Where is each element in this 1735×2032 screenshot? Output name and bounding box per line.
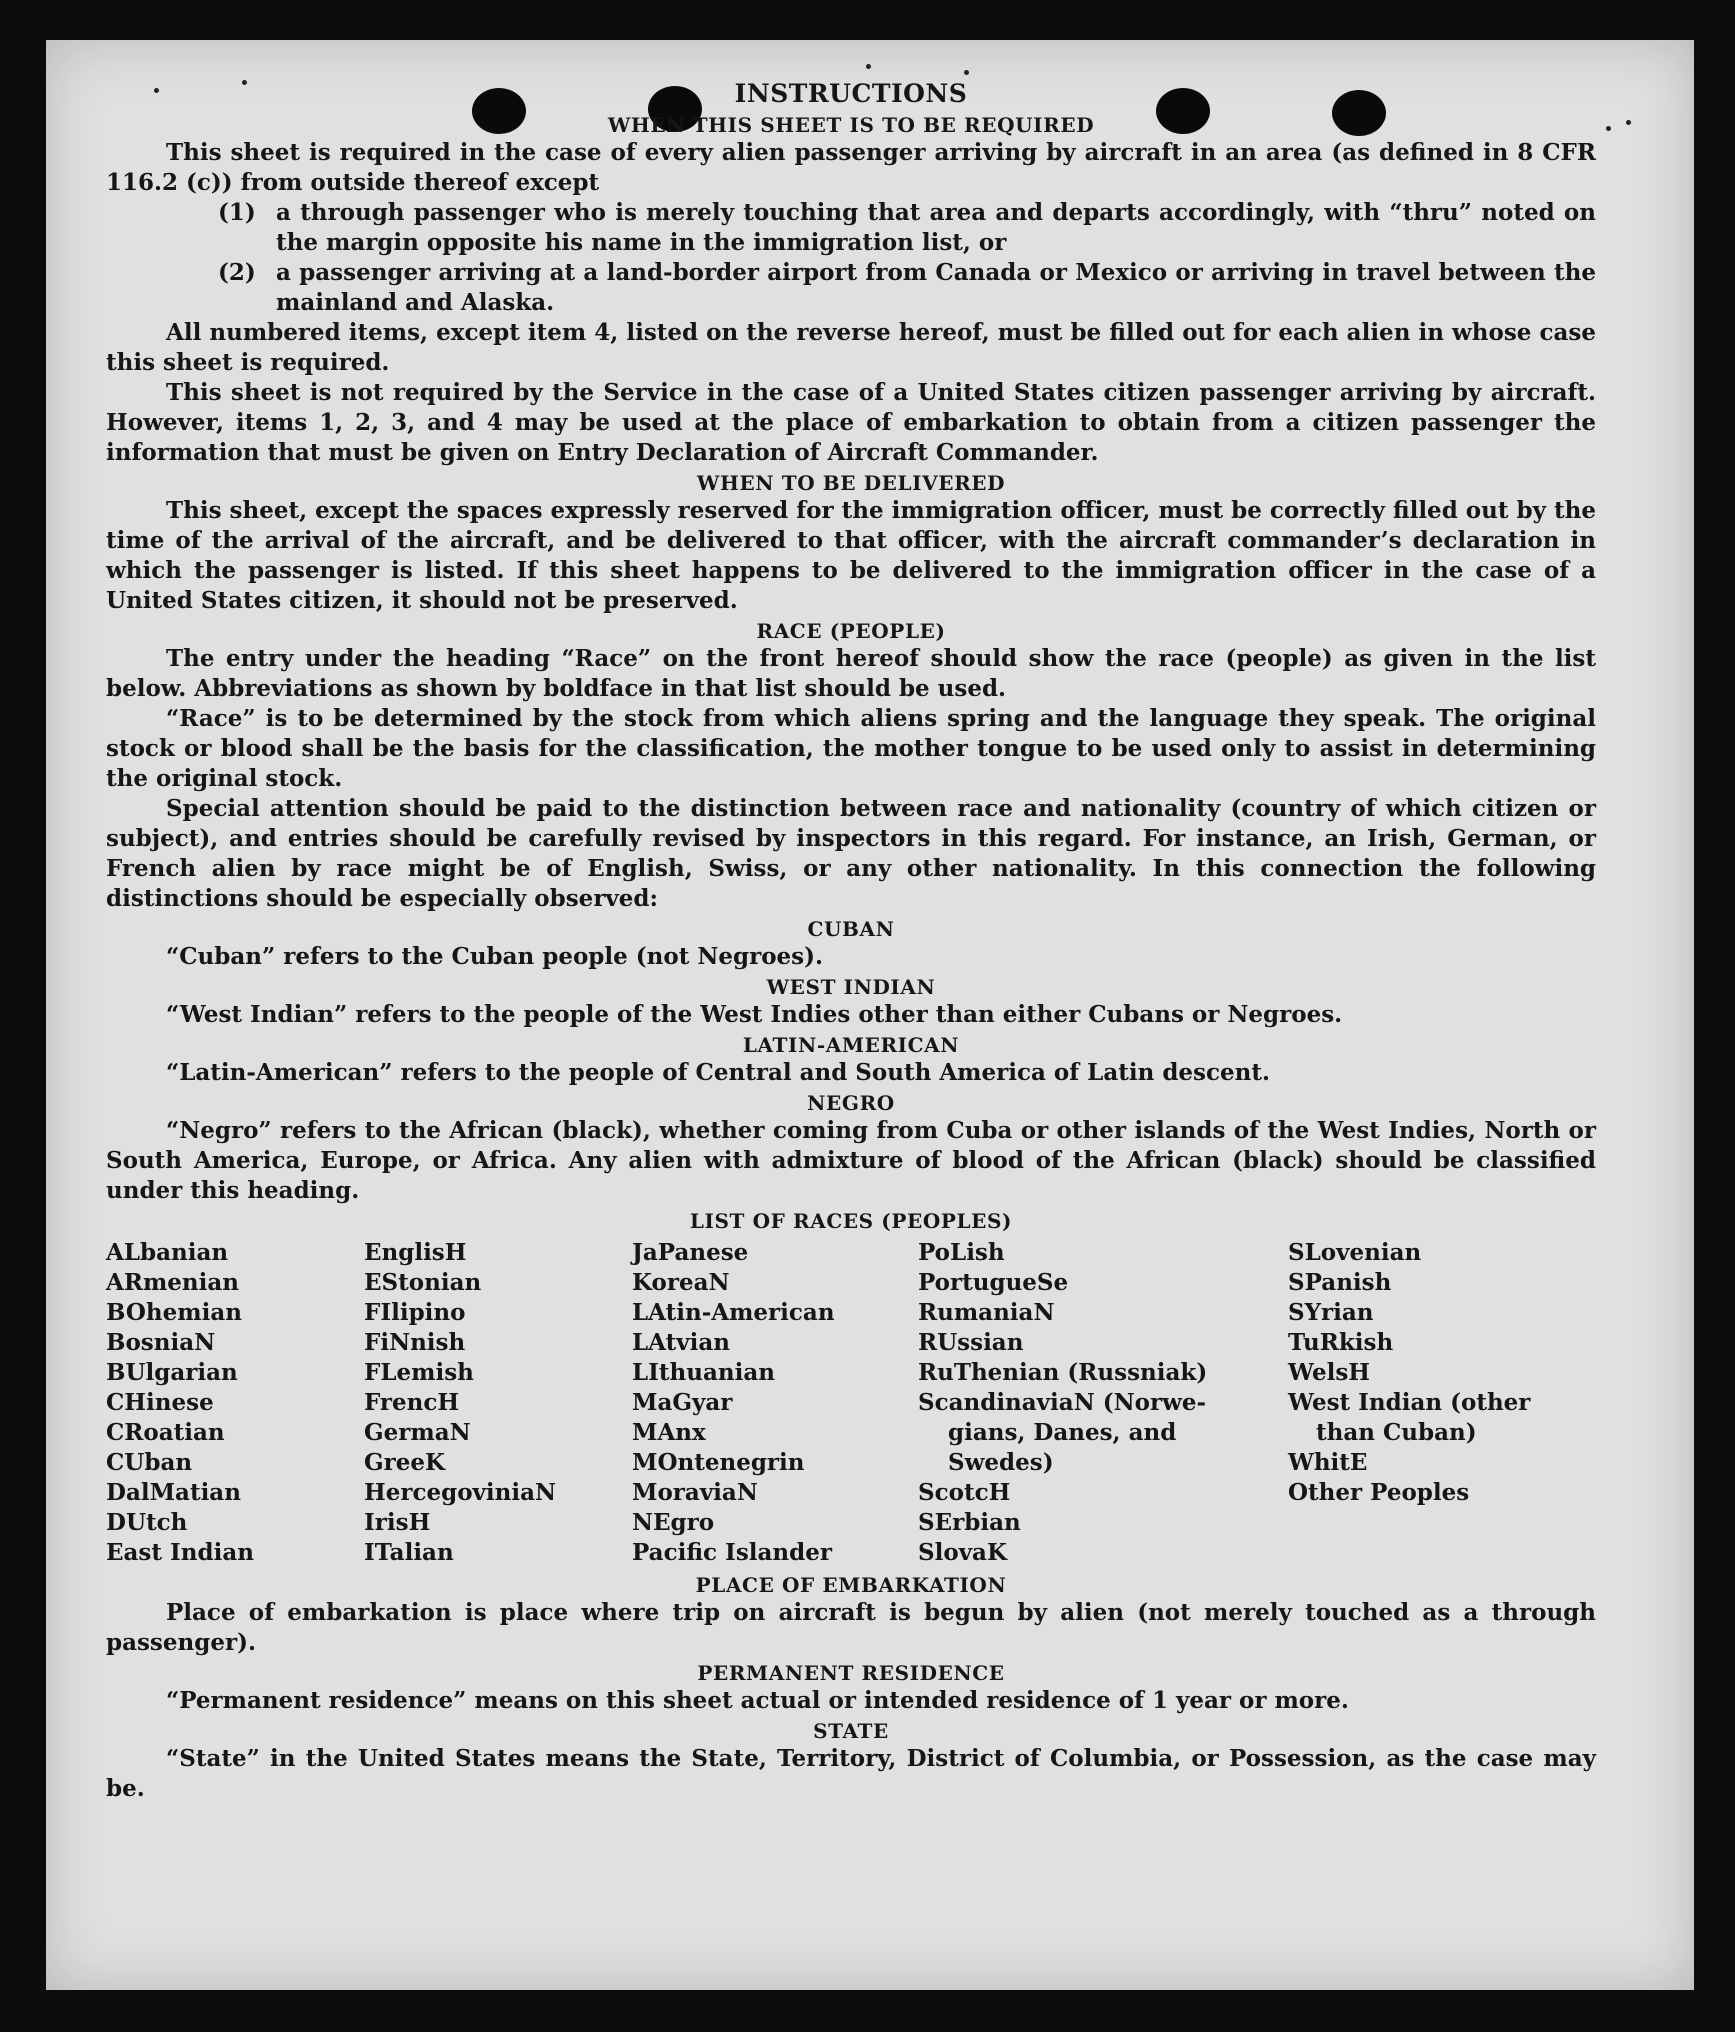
race-item: BUlgarian <box>106 1359 238 1386</box>
race-item: IrisH <box>364 1509 431 1536</box>
section-heading: WHEN THIS SHEET IS TO BE REQUIRED <box>607 113 1095 137</box>
race-column <box>364 1238 632 1568</box>
race-item: HercegoviniaN <box>364 1479 557 1506</box>
race-item: Swedes) <box>948 1449 1054 1476</box>
race-item: Pacific Islander <box>632 1539 832 1566</box>
section-heading: STATE <box>813 1719 889 1743</box>
race-item: FIlipino <box>364 1299 466 1326</box>
page-title: INSTRUCTIONS <box>734 79 968 108</box>
race-item: gians, Danes, and <box>948 1419 1177 1446</box>
paragraph: “State” in the United States means the State, Territory, District of Columbia, or Possession, as the case may be. <box>106 1745 1596 1802</box>
paragraph: “Cuban” refers to the Cuban people (not Negroes). <box>166 943 824 970</box>
race-item: East Indian <box>106 1539 254 1566</box>
race-item: LIthuanian <box>632 1359 775 1386</box>
paragraph: “Negro” refers to the African (black), whether coming from Cuba or other islands of the West Indies, North or South America, Europe, or Africa. Any alien with admixture of blood of the African (black) should be classified under this heading. <box>106 1117 1596 1204</box>
section-heading: LIST OF RACES (PEOPLES) <box>689 1209 1013 1233</box>
race-item: EnglisH <box>364 1239 467 1266</box>
race-item: SYrian <box>1288 1299 1374 1326</box>
item-number: (2) <box>218 259 256 286</box>
numbered-item <box>106 198 1596 258</box>
race-item: WhitE <box>1288 1449 1368 1476</box>
race-item: JaPanese <box>632 1239 749 1266</box>
speck <box>964 70 969 75</box>
race-item: NEgro <box>632 1509 715 1536</box>
item-number: (1) <box>218 199 256 226</box>
race-item: EStonian <box>364 1269 482 1296</box>
paragraph: This sheet, except the spaces expressly reserved for the immigration officer, must be correctly filled out by the time of the arrival of the aircraft, and be delivered to that officer, with the aircraft commander’s declaration in which the passenger is listed. If this sheet happens to be delivered to the immigration officer in the case of a United States citizen, it should not be preserved. <box>106 497 1596 614</box>
race-item: PoLish <box>918 1239 1005 1266</box>
race-item: SLovenian <box>1288 1239 1422 1266</box>
race-item: CUban <box>106 1449 193 1476</box>
race-item: ScotcH <box>918 1479 1011 1506</box>
race-item: RuThenian (Russniak) <box>918 1359 1208 1386</box>
race-item: DalMatian <box>106 1479 241 1506</box>
race-item: TuRkish <box>1288 1329 1394 1356</box>
section-heading: LATIN-AMERICAN <box>742 1033 960 1057</box>
race-item: CHinese <box>106 1389 214 1416</box>
race-item: RUssian <box>918 1329 1024 1356</box>
race-item: FiNnish <box>364 1329 466 1356</box>
item-text: a through passenger who is merely touching that area and departs accordingly, with “thru” noted on the margin opposite his name in the immigration list, or <box>276 199 1596 256</box>
section-heading: PLACE OF EMBARKATION <box>695 1573 1007 1597</box>
section-heading: NEGRO <box>807 1091 895 1115</box>
race-item: SPanish <box>1288 1269 1392 1296</box>
race-item: PortugueSe <box>918 1269 1069 1296</box>
paragraph: “Permanent residence” means on this sheet actual or intended residence of 1 year or more. <box>166 1687 1349 1714</box>
paragraph: All numbered items, except item 4, listed on the reverse hereof, must be filled out for each alien in whose case this sheet is required. <box>106 319 1596 376</box>
race-item: MOntenegrin <box>632 1449 805 1476</box>
race-item: ARmenian <box>106 1269 240 1296</box>
race-item: West Indian (other <box>1288 1389 1531 1416</box>
paragraph: “Race” is to be determined by the stock from which aliens spring and the language they speak. The original stock or blood shall be the basis for the classification, the mother tongue to be used only to assist in determining the original stock. <box>106 705 1596 792</box>
race-column <box>918 1238 1288 1568</box>
race-item: DUtch <box>106 1509 188 1536</box>
race-item: KoreaN <box>632 1269 730 1296</box>
section-heading: WEST INDIAN <box>766 975 936 999</box>
race-item: ITalian <box>364 1539 454 1566</box>
paragraph: Special attention should be paid to the distinction between race and nationality (country of which citizen or subject), and entries should be carefully revised by inspectors in this regard. For instance, an Irish, German, or French alien by race might be of English, Swiss, or any other nationality. In this connection the following distinctions should be especially observed: <box>106 795 1596 912</box>
paragraph: “West Indian” refers to the people of the West Indies other than either Cubans or Negroes. <box>166 1001 1343 1028</box>
item-text: a passenger arriving at a land-border airport from Canada or Mexico or arriving in travel between the mainland and Alaska. <box>276 259 1596 316</box>
race-item: than Cuban) <box>1316 1419 1477 1446</box>
race-item: RumaniaN <box>918 1299 1055 1326</box>
paragraph: This sheet is not required by the Service in the case of a United States citizen passenger arriving by aircraft. However, items 1, 2, 3, and 4 may be used at the place of embarkation to obtain from a citizen passenger the information that must be given on Entry Declaration of Aircraft Commander. <box>106 379 1596 466</box>
section-heading: RACE (PEOPLE) <box>756 619 946 643</box>
section-heading: PERMANENT RESIDENCE <box>697 1661 1005 1685</box>
race-item: BOhemian <box>106 1299 242 1326</box>
race-item: FrencH <box>364 1389 460 1416</box>
speck <box>866 64 871 69</box>
race-item: FLemish <box>364 1359 474 1386</box>
paragraph: “Latin-American” refers to the people of Central and South America of Latin descent. <box>166 1059 1270 1086</box>
race-item: LAtin-American <box>632 1299 835 1326</box>
race-column <box>106 1238 364 1568</box>
race-item: MaGyar <box>632 1389 733 1416</box>
race-item: WelsH <box>1288 1359 1371 1386</box>
race-item: ALbanian <box>106 1239 229 1266</box>
race-item: GermaN <box>364 1419 471 1446</box>
race-list <box>106 1238 1596 1568</box>
speck <box>1606 126 1611 131</box>
race-item: CRoatian <box>106 1419 225 1446</box>
race-column <box>632 1238 918 1568</box>
race-item: SErbian <box>918 1509 1021 1536</box>
paragraph: The entry under the heading “Race” on the front hereof should show the race (people) as given in the list below. Abbreviations as shown by boldface in that list should be used. <box>106 645 1596 702</box>
speck <box>1626 120 1631 125</box>
race-item: ScandinaviaN (Norwe- <box>918 1389 1207 1416</box>
section-heading: WHEN TO BE DELIVERED <box>696 471 1006 495</box>
race-item: GreeK <box>364 1449 446 1476</box>
paragraph: This sheet is required in the case of every alien passenger arriving by aircraft in an area (as defined in 8 CFR 116.2 (c)) from outside thereof except <box>106 139 1596 196</box>
race-item: LAtvian <box>632 1329 730 1356</box>
race-item: MAnx <box>632 1419 706 1446</box>
paragraph: Place of embarkation is place where trip on aircraft is begun by alien (not merely touched as a through passenger). <box>106 1599 1596 1656</box>
race-item: MoraviaN <box>632 1479 758 1506</box>
race-item: SlovaK <box>918 1539 1007 1566</box>
race-item: Other Peoples <box>1288 1479 1470 1506</box>
section-heading: CUBAN <box>807 917 895 941</box>
race-column <box>1288 1238 1596 1568</box>
numbered-item <box>106 258 1596 318</box>
race-item: BosniaN <box>106 1329 216 1356</box>
instructions-text <box>106 78 1596 1804</box>
